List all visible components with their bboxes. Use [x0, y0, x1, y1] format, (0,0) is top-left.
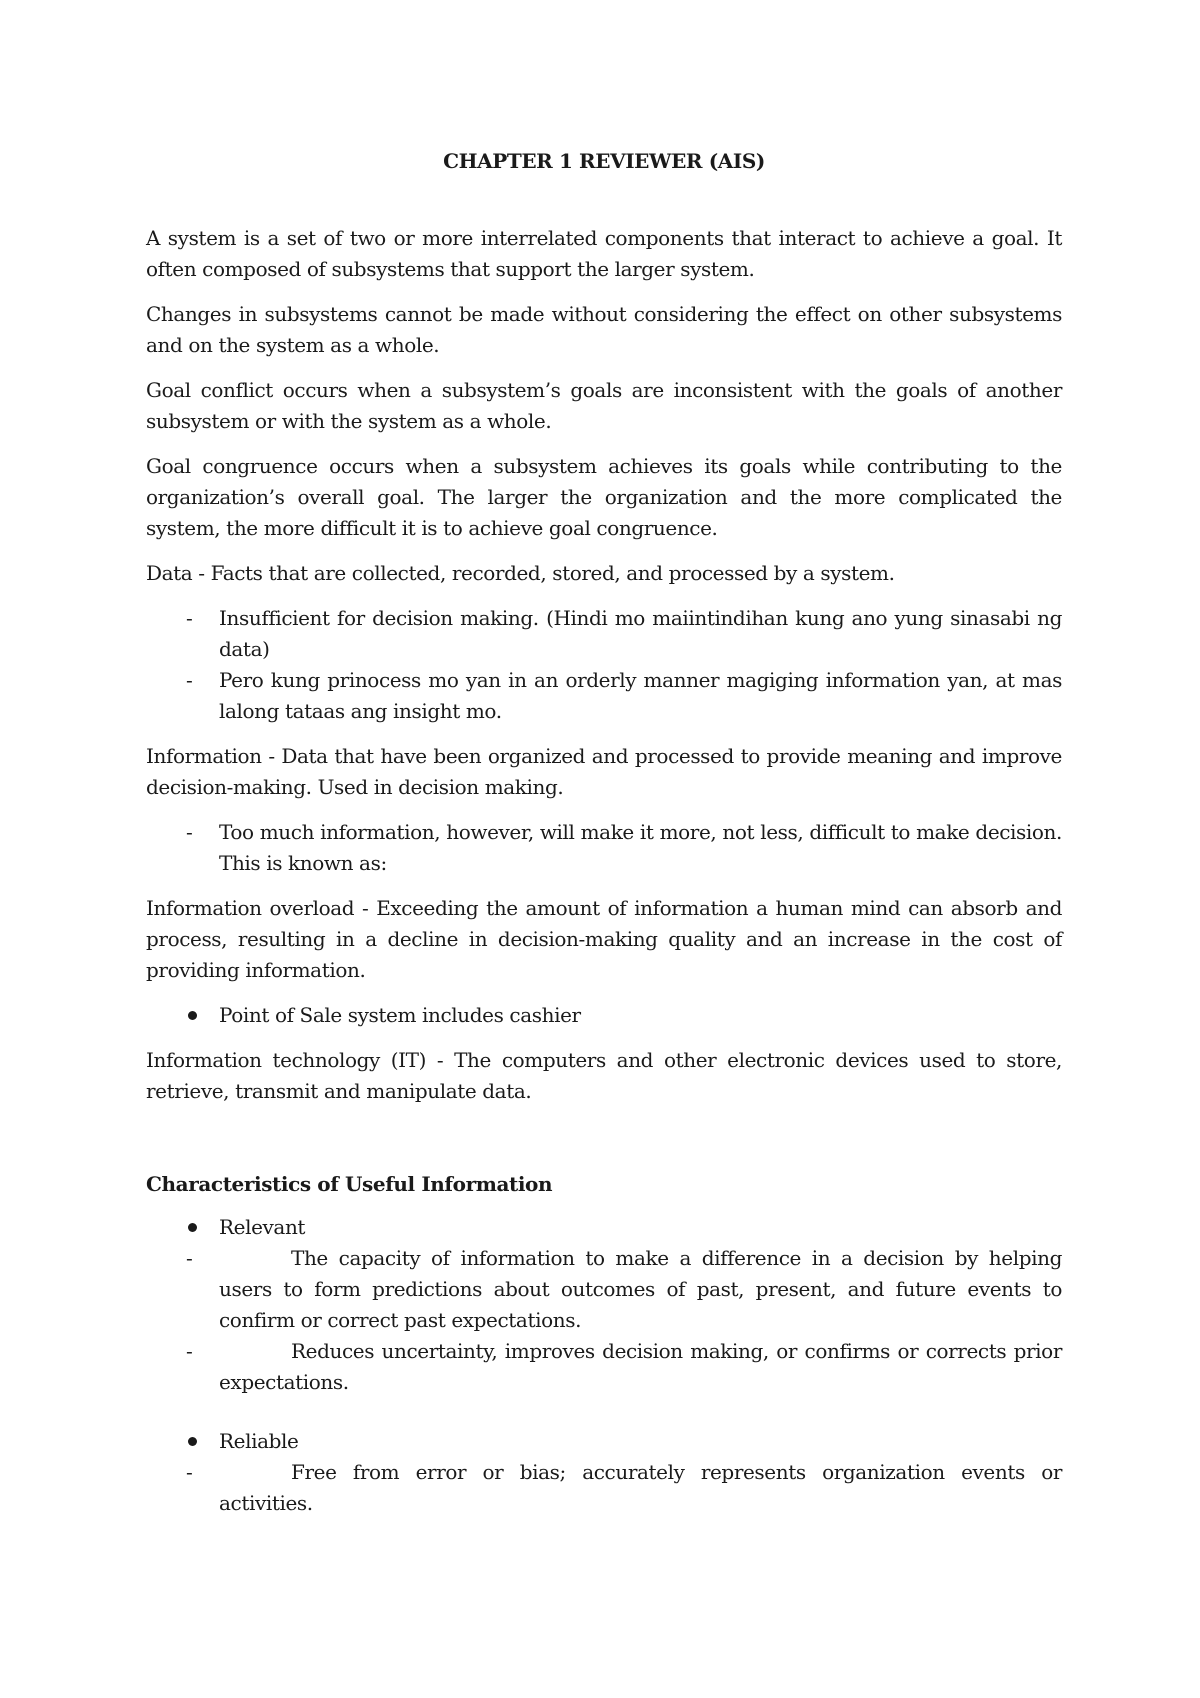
characteristic-reliable [146, 1426, 1062, 1519]
paragraph-information-overload: Information overload - Exceeding the amount of information a human mind can absorb and process, resulting in a decline in decision-making quality and an increase in the cost of providing information. [146, 896, 1062, 982]
list-item-text: Reduces uncertainty, improves decision making, or confirms or corrects prior expectations. [219, 1339, 1062, 1394]
list-item-text: Free from error or bias; accurately represents organization events or activities. [219, 1460, 1062, 1515]
dash-marker: - [186, 1246, 193, 1270]
paragraph-data-definition: Data - Facts that are collected, recorded, stored, and processed by a system. [146, 561, 895, 585]
list-item-text: The capacity of information to make a difference in a decision by helping users to form predictions about outcomes of past, present, and future events to confirm or correct past expectations. [219, 1246, 1062, 1332]
document-page [146, 146, 1062, 1519]
pos-bullet-list [146, 1000, 1062, 1031]
paragraph-system-definition: A system is a set of two or more interrelated components that interact to achieve a goal. It often composed of subsystems that support the larger system. [146, 226, 1062, 281]
list-item [146, 817, 1062, 879]
list-item [146, 1000, 1062, 1031]
list-item-text: Pero kung prinocess mo yan in an orderly manner magiging information yan, at mas lalong tataas ang insight mo. [219, 668, 1062, 723]
bullet-dot-icon [188, 1011, 197, 1020]
paragraph-goal-conflict: Goal conflict occurs when a subsystem’s goals are inconsistent with the goals of another subsystem or with the system as a whole. [146, 378, 1062, 433]
dash-marker: - [186, 1460, 193, 1484]
paragraph-information-definition: Information - Data that have been organized and processed to provide meaning and improve decision-making. Used in decision making. [146, 744, 1062, 799]
characteristic-name: Relevant [146, 1212, 1062, 1243]
bullet-dot-icon [188, 1223, 197, 1232]
paragraph-subsystem-changes: Changes in subsystems cannot be made without considering the effect on other subsystems and on the system as a whole. [146, 302, 1062, 357]
data-points-list [146, 603, 1062, 727]
section-heading: Characteristics of Useful Information [146, 1172, 553, 1196]
paragraph-information-technology: Information technology (IT) - The computers and other electronic devices used to store, retrieve, transmit and manipulate data. [146, 1048, 1062, 1103]
list-item [146, 1336, 1062, 1398]
dash-marker: - [186, 1339, 193, 1363]
document-title: CHAPTER 1 REVIEWER (AIS) [443, 149, 765, 173]
information-points-list [146, 817, 1062, 879]
characteristic-relevant [146, 1212, 1062, 1398]
characteristic-name: Reliable [146, 1426, 1062, 1457]
list-item [146, 603, 1062, 665]
dash-marker: - [186, 820, 193, 844]
list-item [146, 1457, 1062, 1519]
list-item-text: Insufficient for decision making. (Hindi mo maiintindihan kung ano yung sinasabi ng data) [219, 606, 1062, 661]
list-item-text: Point of Sale system includes cashier [219, 1003, 581, 1027]
bullet-dot-icon [188, 1437, 197, 1446]
paragraph-goal-congruence: Goal congruence occurs when a subsystem achieves its goals while contributing to the organization’s overall goal. The larger the organization and the more complicated the system, the more difficult it is to achieve goal congruence. [146, 454, 1062, 540]
dash-marker: - [186, 606, 193, 630]
list-item-text: Too much information, however, will make it more, not less, difficult to make decision. This is known as: [219, 820, 1062, 875]
list-item [146, 1243, 1062, 1336]
list-item [146, 665, 1062, 727]
dash-marker: - [186, 668, 193, 692]
